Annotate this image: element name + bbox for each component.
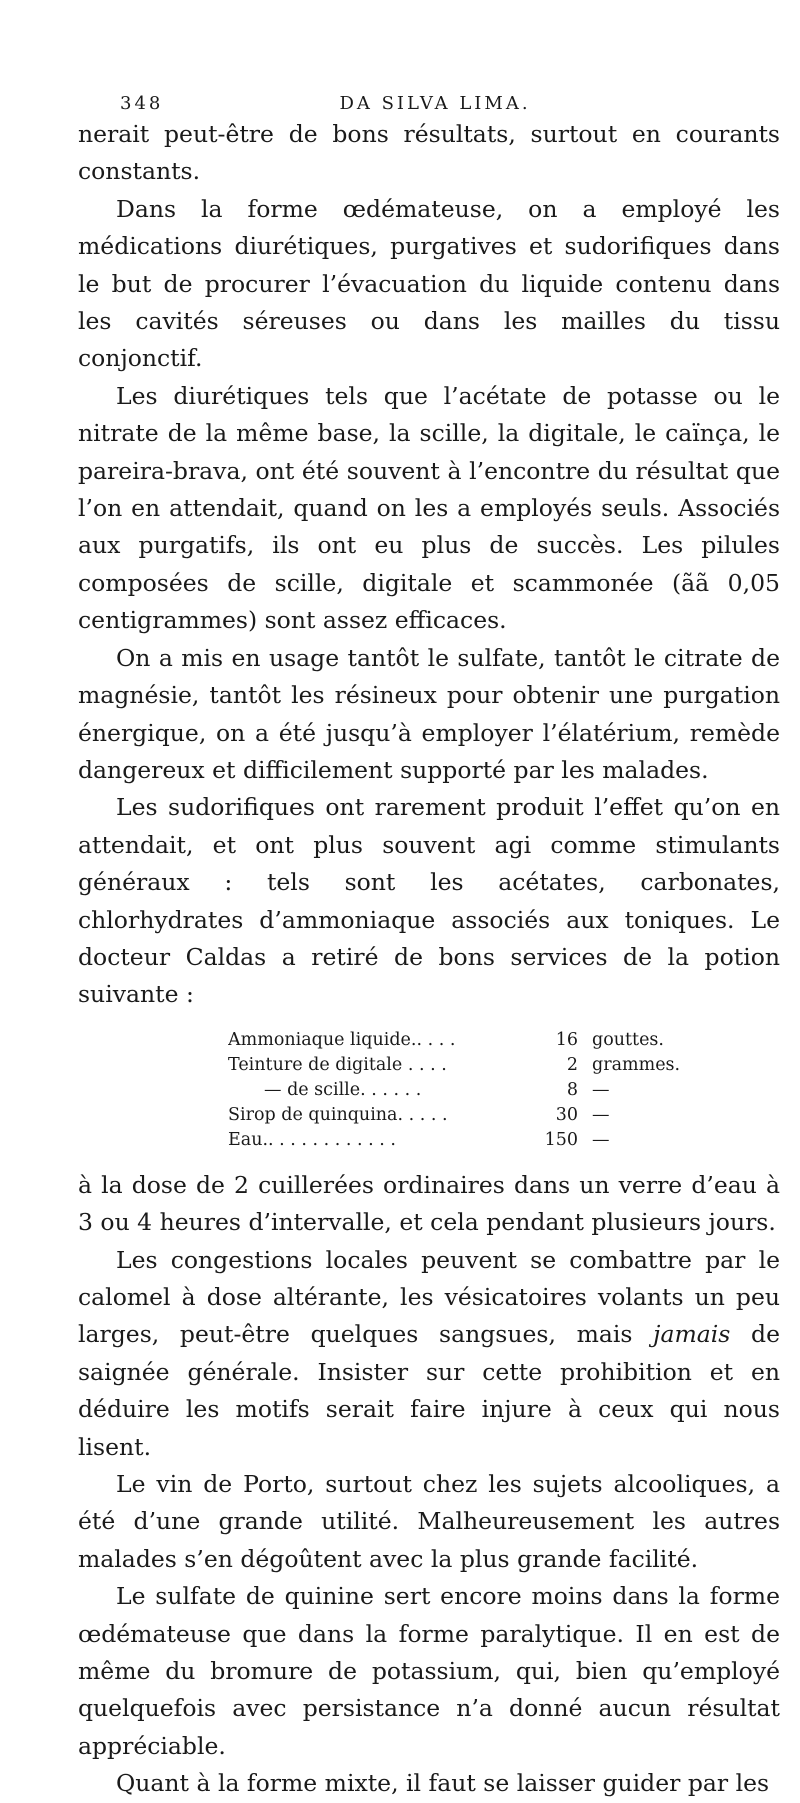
recipe-table [78,1028,780,1153]
recipe-unit: — [592,1129,610,1150]
paragraph: Le sulfate de quinine sert encore moins dans la forme œdémateuse que dans la forme paralytique. Il en est de même du bromure de potassium, qui, bien qu’employé quelquefois avec persistance n’a donné aucun résultat appréciable. [78,1582,780,1760]
paragraph: Quant à la forme mixte, il faut se laisser guider par les [116,1769,770,1798]
page-number: 348 [120,93,164,114]
paragraph: Dans la forme œdémateuse, on a employé les médications diurétiques, purgatives et sudorifiques dans le but de procurer l’évacuation du liquide contenu dans les cavités séreuses ou dans les mailles du tissu conjonctif. [78,194,780,373]
body-text [78,116,780,1803]
emphasis: jamais [653,1320,731,1349]
running-title: DA SILVA LIMA. [339,93,531,114]
paragraph: à la dose de 2 cuillerées ordinaires dans un verre d’eau à 3 ou 4 heures d’intervalle, et cela pendant plusieurs jours. [78,1170,780,1237]
recipe-quantity: 8 [566,1079,578,1100]
paragraph: Les congestions locales peuvent se combattre par le calomel à dose altérante, les vésicatoires volants un peu larges, peut-être quelques sangsues, mais jamais de saignée générale. Insister sur cette prohibition et en déduire les motifs serait faire injure à ceux qui nous lisent. [78,1245,780,1461]
recipe-quantity: 150 [544,1129,578,1150]
recipe-ingredient: Eau.. . . . . . . . . . . . [228,1129,396,1150]
recipe-row [228,1053,780,1078]
paragraph: On a mis en usage tantôt le sulfate, tantôt le citrate de magnésie, tantôt les résineux pour obtenir une purgation énergique, on a été jusqu’à employer l’élatérium, remède dangereux et difficilement supporté par les malades. [78,643,780,784]
recipe-quantity: 16 [555,1029,578,1050]
recipe-unit: — [592,1104,610,1125]
recipe-quantity: 30 [555,1104,578,1125]
recipe-row [228,1028,780,1053]
paragraph: Le vin de Porto, surtout chez les sujets alcooliques, a été d’une grande utilité. Malheureusement les autres malades s’en dégoûtent avec la plus grande facilité. [78,1470,780,1573]
paragraph: nerait peut-être de bons résultats, surtout en courants constants. [78,120,780,186]
recipe-ingredient: Teinture de digitale . . . . [228,1054,447,1075]
recipe-unit: — [592,1079,610,1100]
recipe-row [228,1078,780,1103]
recipe-unit: grammes. [592,1054,681,1075]
recipe-unit: gouttes. [592,1029,664,1050]
paragraph: Les diurétiques tels que l’acétate de potasse ou le nitrate de la même base, la scille, la digitale, le caïnça, le pareira-brava, ont été souvent à l’encontre du résultat que l’on en attendait, quand on les a employés seuls. Associés aux purgatifs, ils ont eu plus de succès. Les pilules composées de scille, digitale et scammonée (ãã 0,05 centigrammes) sont assez efficaces. [78,381,780,635]
recipe-ingredient: Ammoniaque liquide.. . . . [228,1029,456,1050]
recipe-row [228,1103,780,1128]
recipe-ingredient: Sirop de quinquina. . . . . [228,1104,448,1125]
recipe-ingredient: — de scille. . . . . . [264,1079,422,1100]
paragraph: Les sudorifiques ont rarement produit l’effet qu’on en attendait, et ont plus souvent agi comme stimulants généraux : tels sont les acétates, carbonates, chlorhydrates d’ammoniaque associés aux toniques. Le docteur Caldas a retiré de bons services de la potion suivante : [78,793,780,1009]
recipe-quantity: 2 [566,1054,578,1075]
recipe-row [228,1128,780,1153]
